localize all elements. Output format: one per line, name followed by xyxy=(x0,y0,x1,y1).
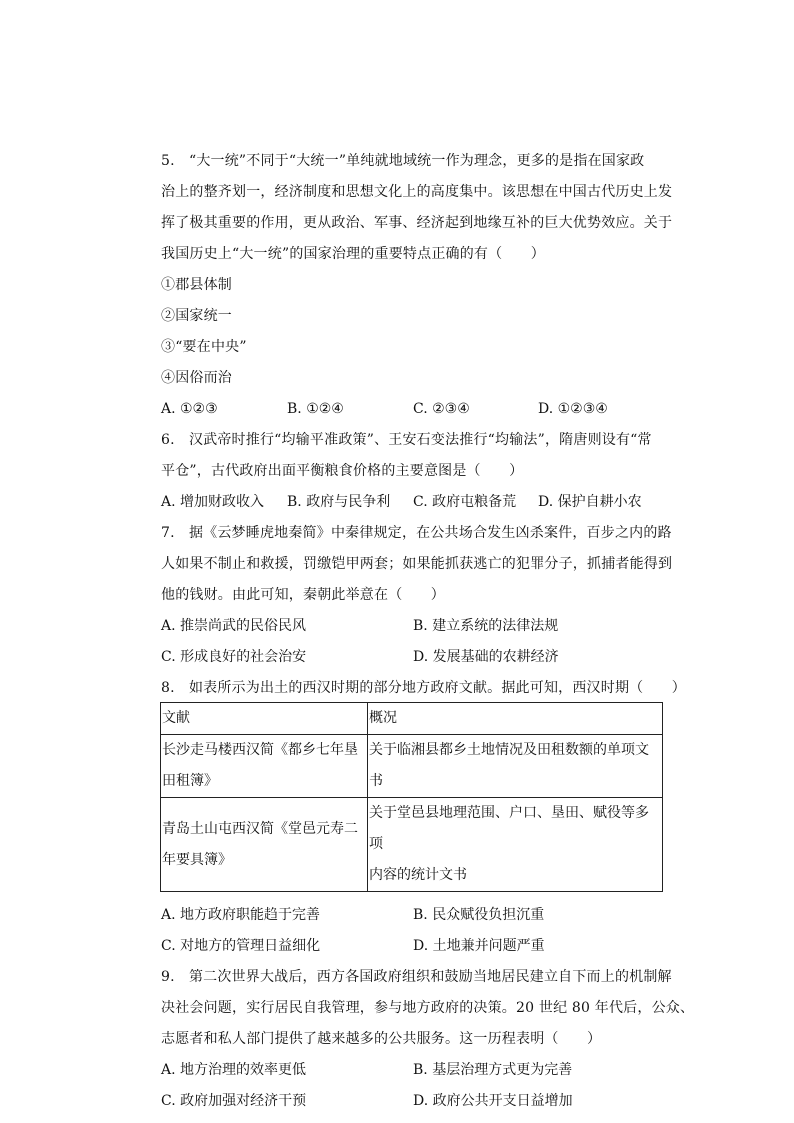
q9-option-a[interactable]: A. 地方治理的效率更低 xyxy=(161,1062,307,1078)
table-row xyxy=(161,798,663,892)
q5-option-c[interactable]: C. ②③④ xyxy=(413,401,470,417)
table-cell-overview: 关于临湘县都乡土地情况及田租数额的单项文书 xyxy=(368,735,663,798)
q5-item-3: ③“要在中央” xyxy=(161,339,247,355)
q7-option-b[interactable]: B. 建立系统的法律法规 xyxy=(413,618,559,634)
q5-item-2: ②国家统一 xyxy=(161,308,232,324)
q5-line-1: 5. “大一统”不同于“大统一”单纯就地域统一作为理念，更多的是指在国家政 xyxy=(161,153,645,169)
q9-line-1: 9. 第二次世界大战后，西方各国政府组织和鼓励当地居民建立自下而上的机制解 xyxy=(161,969,672,985)
q5-option-d[interactable]: D. ①②③④ xyxy=(538,401,608,417)
q9-line-2: 决社会问题，实行居民自我管理，参与地方政府的决策。20 世纪 80 年代后，公众、 xyxy=(161,1000,695,1016)
q9-line-3: 志愿者和私人部门提供了越来越多的公共服务。这一历程表明（ ） xyxy=(161,1031,602,1047)
q7-option-a[interactable]: A. 推崇尚武的民俗民风 xyxy=(161,618,307,634)
q7-line-2: 人如果不制止和救援，罚缴铠甲两套；如果能抓获逃亡的犯罪分子，抓捕者能得到 xyxy=(161,556,673,572)
q8-option-a[interactable]: A. 地方政府职能趋于完善 xyxy=(161,907,321,923)
table-header-document: 文献 xyxy=(161,703,368,735)
q7-option-c[interactable]: C. 形成良好的社会治安 xyxy=(161,649,307,665)
q8-table xyxy=(160,702,663,892)
q6-line-2: 平仓”，古代政府出面平衡粮食价格的主要意图是（ ） xyxy=(161,463,524,479)
q7-line-1: 7. 据《云梦睡虎地秦简》中秦律规定，在公共场合发生凶杀案件，百步之内的路 xyxy=(161,525,672,541)
q6-line-1: 6. 汉武帝时推行“均输平准政策”、王安石变法推行“均输法”，隋唐则设有“常 xyxy=(161,432,652,448)
q9-option-c[interactable]: C. 政府加强对经济干预 xyxy=(161,1093,307,1109)
q8-option-c[interactable]: C. 对地方的管理日益细化 xyxy=(161,938,321,954)
q9-option-d[interactable]: D. 政府公共开支日益增加 xyxy=(413,1093,573,1109)
table-header-overview: 概况 xyxy=(368,703,663,735)
q8-option-b[interactable]: B. 民众赋役负担沉重 xyxy=(413,907,545,923)
table-row xyxy=(161,735,663,798)
q7-option-d[interactable]: D. 发展基础的农耕经济 xyxy=(413,649,559,665)
q8-option-d[interactable]: D. 土地兼并问题严重 xyxy=(413,938,545,954)
q5-line-2: 治上的整齐划一，经济制度和思想文化上的高度集中。该思想在中国古代历史上发 xyxy=(161,184,673,200)
table-cell-document: 青岛土山屯西汉简《堂邑元寿二 年要具簿》 xyxy=(161,798,368,892)
q5-item-4: ④因俗而治 xyxy=(161,370,232,386)
q5-line-3: 挥了极其重要的作用，更从政治、军事、经济起到地缘互补的巨大优势效应。关于 xyxy=(161,215,673,231)
q5-option-b[interactable]: B. ①②④ xyxy=(287,401,344,417)
q5-line-4: 我国历史上“大一统”的国家治理的重要特点正确的有（ ） xyxy=(161,246,545,262)
q6-option-b[interactable]: B. 政府与民争利 xyxy=(287,494,391,510)
table-cell-document: 长沙走马楼西汉简《都乡七年垦 田租簿》 xyxy=(161,735,368,798)
q6-option-a[interactable]: A. 增加财政收入 xyxy=(161,494,265,510)
q5-option-a[interactable]: A. ①②③ xyxy=(161,401,218,417)
q8-line-1: 8. 如表所示为出土的西汉时期的部分地方政府文献。据此可知，西汉时期（ ） xyxy=(161,680,686,696)
q7-line-3: 他的钱财。由此可知，秦朝此举意在（ ） xyxy=(161,587,445,603)
q5-item-1: ①郡县体制 xyxy=(161,277,232,293)
q6-option-c[interactable]: C. 政府屯粮备荒 xyxy=(413,494,517,510)
q6-option-d[interactable]: D. 保护自耕小农 xyxy=(538,494,642,510)
q9-option-b[interactable]: B. 基层治理方式更为完善 xyxy=(413,1062,573,1078)
table-header-row xyxy=(161,703,663,735)
table-cell-overview: 关于堂邑县地理范围、户口、垦田、赋役等多项 内容的统计文书 xyxy=(368,798,663,892)
